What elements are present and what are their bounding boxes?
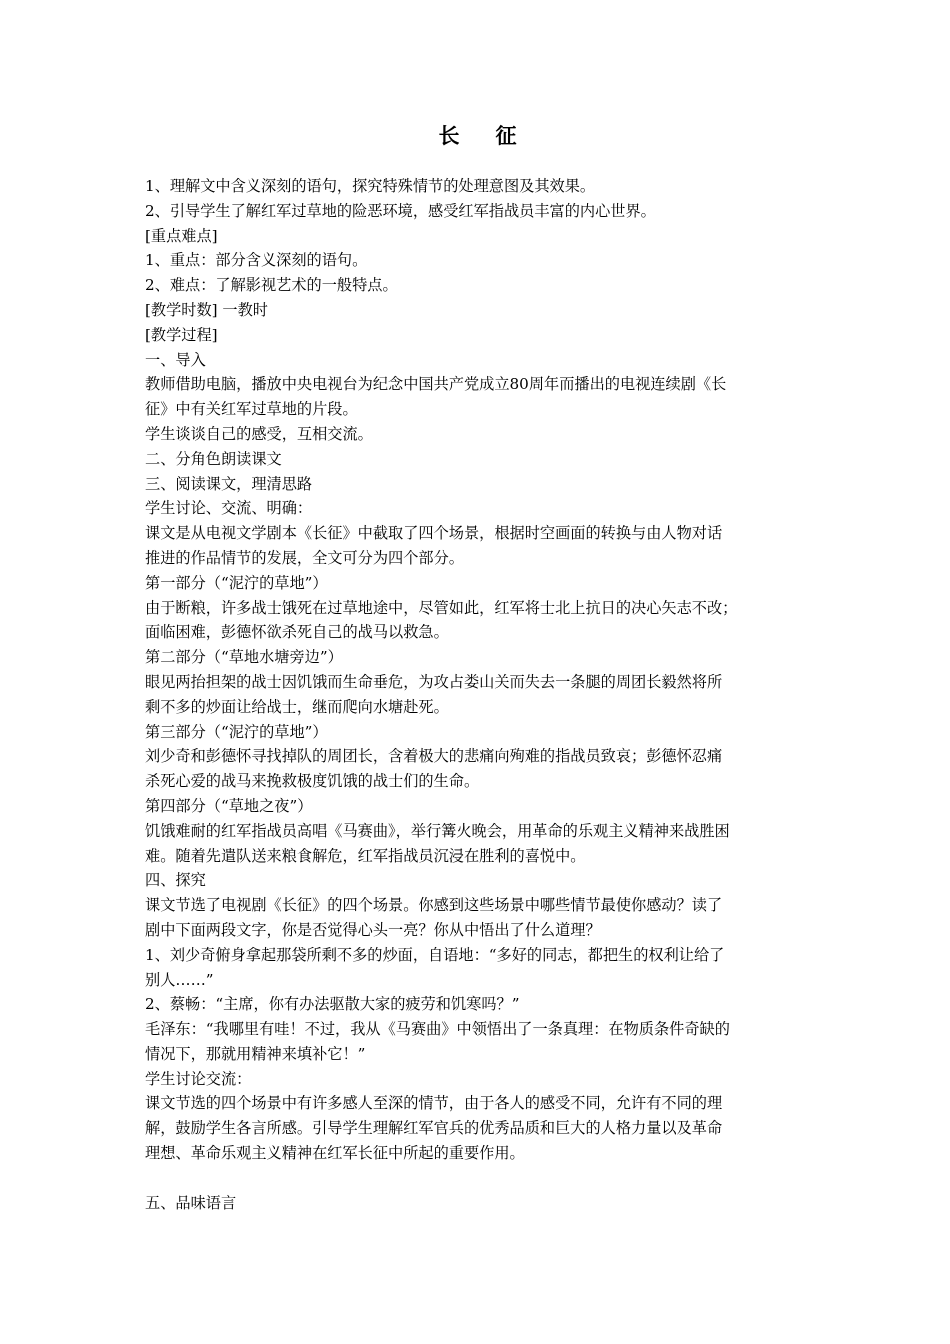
section-heading: 四、探究 [145, 871, 206, 890]
section-heading: 一、导入 [145, 350, 206, 369]
text-line: 杀死心爱的战马来挽救极度饥饿的战士们的生命。 [145, 772, 480, 791]
text-line: 学生谈谈自己的感受，互相交流。 [145, 424, 373, 443]
section-heading: [教学时数] 一教时 [145, 300, 268, 319]
text-line: 饥饿难耐的红军指战员高唱《马赛曲》，举行篝火晚会，用革命的乐观主义精神来战胜困 [145, 821, 730, 840]
section-heading: [教学过程] [145, 325, 218, 344]
text-line: 2、蔡畅：“主席，你有办法驱散大家的疲劳和饥寒吗？” [145, 995, 520, 1014]
text-line: 别人……” [145, 970, 214, 989]
text-line: 学生讨论、交流、明确： [145, 499, 313, 518]
text-line: 学生讨论交流： [145, 1069, 252, 1088]
text-line: 刘少奇和彭德怀寻找掉队的周团长，含着极大的悲痛向殉难的指战员致哀；彭德怀忍痛 [145, 747, 723, 766]
text-line: 由于断粮，许多战士饿死在过草地途中，尽管如此，红军将士北上抗日的决心矢志不改； [145, 598, 738, 617]
subsection-heading: 第一部分（“泥泞的草地”） [145, 573, 328, 592]
text-line: 1、理解文中含义深刻的语句，探究特殊情节的处理意图及其效果。 [145, 177, 596, 195]
text-line: 课文节选了电视剧《长征》的四个场景。你感到这些场景中哪些情节最使你感动？读了 [145, 896, 723, 915]
text-line: 解，鼓励学生各言所感。引导学生理解红军官兵的优秀品质和巨大的人格力量以及革命 [145, 1119, 723, 1138]
text-line: 征》中有关红军过草地的片段。 [145, 400, 358, 419]
text-line: 课文节选的四个场景中有许多感人至深的情节，由于各人的感受不同，允许有不同的理 [145, 1094, 723, 1113]
section-heading: 三、阅读课文，理清思路 [145, 474, 313, 493]
text-line: 剩不多的炒面让给战士，继而爬向水塘赴死。 [145, 697, 449, 716]
text-line: 面临困难，彭德怀欲杀死自己的战马以救急。 [145, 623, 449, 642]
subsection-heading: 第三部分（“泥泞的草地”） [145, 722, 328, 741]
section-heading: 二、分角色朗读课文 [145, 449, 282, 468]
subsection-heading: 第四部分（“草地之夜”） [145, 796, 313, 815]
text-line: 毛泽东：“我哪里有哇！不过，我从《马赛曲》中领悟出了一条真理：在物质条件奇缺的 [145, 1020, 730, 1039]
text-line: 课文是从电视文学剧本《长征》中截取了四个场景，根据时空画面的转换与由人物对话 [145, 524, 723, 543]
text-line: 理想、革命乐观主义精神在红军长征中所起的重要作用。 [145, 1144, 525, 1163]
text-line: 1、重点：部分含义深刻的语句。 [145, 251, 368, 270]
text-line: 眼见两抬担架的战士因饥饿而生命垂危，为攻占娄山关而失去一条腿的周团长毅然将所 [145, 672, 723, 691]
title-char-1: 长 [438, 123, 460, 148]
document-page [145, 118, 810, 1215]
document-body [145, 174, 810, 1215]
text-line: 剧中下面两段文字，你是否觉得心头一亮？你从中悟出了什么道理？ [145, 920, 601, 939]
section-heading: 五、品味语言 [145, 1193, 237, 1212]
text-line: 2、难点：了解影视艺术的一般特点。 [145, 276, 398, 295]
title-char-2: 征 [495, 123, 517, 148]
text-line: 2、引导学生了解红军过草地的险恶环境，感受红军指战员丰富的内心世界。 [145, 201, 656, 220]
document-title [145, 118, 810, 154]
subsection-heading: 第二部分（“草地水塘旁边”） [145, 648, 343, 667]
text-line: 难。随着先遣队送来粮食解危，红军指战员沉浸在胜利的喜悦中。 [145, 846, 586, 865]
text-line: 教师借助电脑，播放中央电视台为纪念中国共产党成立80周年而播出的电视连续剧《长 [145, 375, 727, 394]
blank-line [145, 1166, 810, 1191]
text-line: 1、刘少奇俯身拿起那袋所剩不多的炒面，自语地：“多好的同志，都把生的权利让给了 [145, 945, 725, 964]
section-heading: [重点难点] [145, 226, 218, 245]
text-line: 情况下，那就用精神来填补它！” [145, 1044, 366, 1063]
text-line: 推进的作品情节的发展，全文可分为四个部分。 [145, 548, 464, 567]
